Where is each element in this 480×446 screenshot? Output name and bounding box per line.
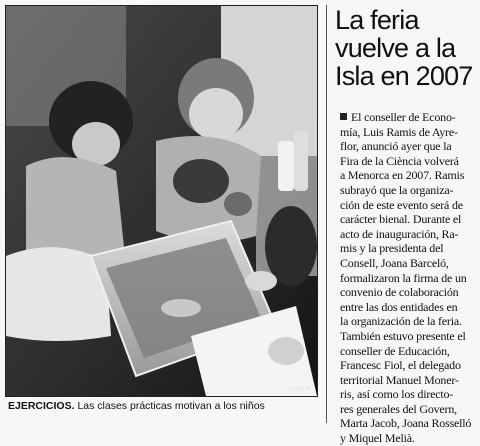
bullet-icon: [340, 113, 347, 120]
body-line: flor, anunció ayer que la: [340, 139, 452, 154]
body-line: entre las dos entidades en: [340, 299, 458, 314]
headline-line: La feria: [335, 5, 419, 35]
body-line: a Menorca en 2007. Ramis: [340, 168, 465, 183]
article-body: [340, 110, 476, 446]
headline: [335, 6, 475, 90]
photo-credit: JAVIER: [288, 387, 311, 393]
headline-line: Isla en 2007: [335, 61, 473, 91]
body-line: res generales del Govern,: [340, 401, 457, 416]
article-header: [335, 6, 475, 90]
column-divider: [326, 5, 327, 423]
body-line: Francesc Fiol, el delegado: [340, 358, 461, 373]
photo-caption: [8, 400, 318, 412]
body-line: conseller de Educación,: [340, 343, 450, 358]
body-line: ris, así como los directo-: [340, 387, 454, 402]
body-line: Consell, Joana Barceló,: [340, 255, 449, 270]
body-line: formalizaron la firma de un: [340, 270, 467, 285]
body-line: territorial Manuel Moner-: [340, 372, 459, 387]
body-line: [340, 110, 476, 125]
body-line: acto de inauguración, Ra-: [340, 226, 459, 241]
caption-kicker: EJERCICIOS.: [8, 400, 75, 412]
body-line: subrayó que la organiza-: [340, 182, 454, 197]
body-line-text: El conseller de Econo-: [351, 110, 456, 124]
headline-line: vuelve a la: [335, 33, 456, 63]
caption-text: Las clases prácticas motivan a los niños: [77, 400, 265, 412]
body-line: ción de este evento será de: [340, 197, 463, 212]
body-line: mis y la presidenta del: [340, 241, 444, 256]
children-experiment-photo: [6, 6, 317, 396]
body-line: carácter bienal. Durante el: [340, 212, 462, 227]
body-line: Marta Jacob, Joana Rosselló: [340, 416, 472, 431]
body-line: la organización de la feria.: [340, 314, 462, 329]
body-line: Fira de la Ciència volverá: [340, 153, 459, 168]
body-line: mía, Luis Ramis de Ayre-: [340, 124, 458, 139]
body-line: y Miquel Melià.: [340, 431, 415, 446]
news-photo: [5, 5, 318, 397]
body-line: convenio de colaboración: [340, 285, 459, 300]
body-line: También estuvo presente el: [340, 328, 466, 343]
